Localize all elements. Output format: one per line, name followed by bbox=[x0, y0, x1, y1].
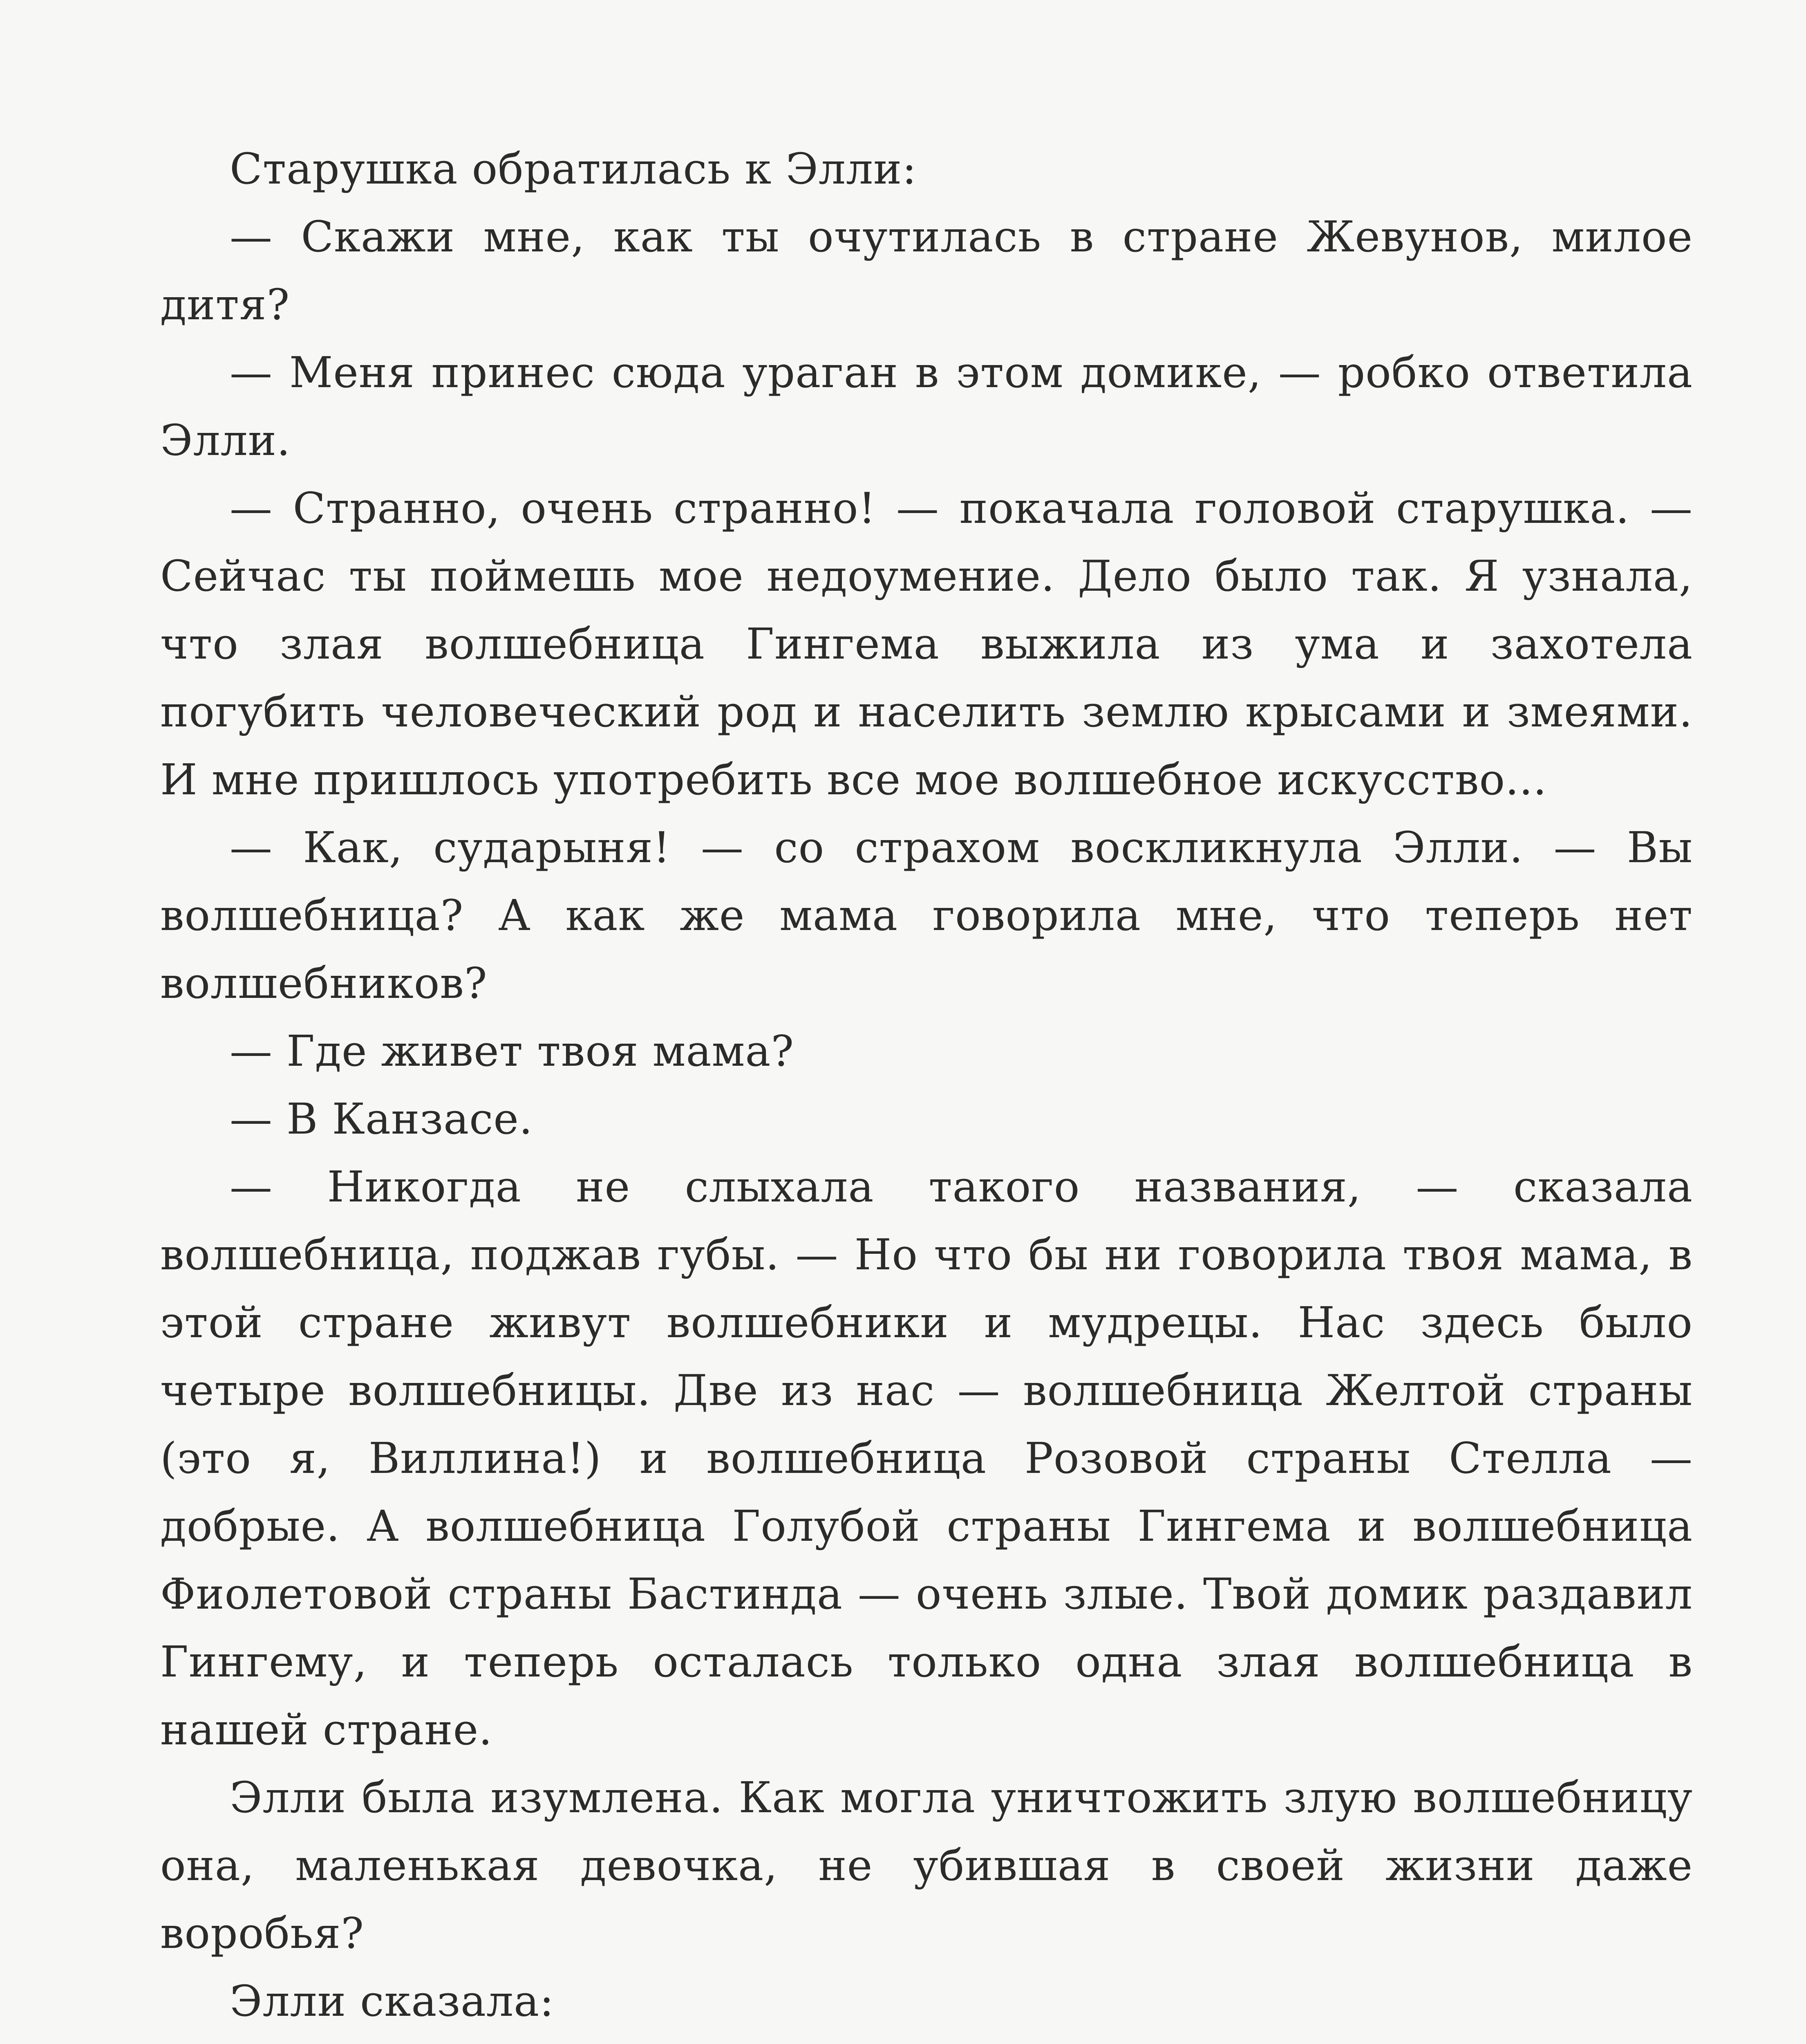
paragraph-1: Старушка обратилась к Элли: bbox=[230, 144, 917, 194]
paragraph-10: Элли сказала: bbox=[230, 1976, 555, 2026]
paragraph-9: Элли была изумлена. Как могла уничтожить злую волшебницу она, маленькая девочка, не убившая в своей жизни даже воробья? bbox=[160, 1773, 1693, 1958]
paragraph-6: — Где живет твоя мама? bbox=[230, 1026, 794, 1076]
page-body-text bbox=[160, 135, 1693, 2044]
paragraph-3: — Меня принес сюда ураган в этом домике, — робко ответила Элли. bbox=[160, 347, 1693, 465]
paragraph-8: — Никогда не слыхала такого названия, — сказала волшебница, поджав губы. — Но что бы ни говорила твоя мама, в этой стране живут волшебники и мудрецы. Нас здесь было четыре волшебницы. Две из нас — волшебница Желтой страны (это я, Виллина!) и волшебница Розовой страны Стелла — добрые. А волшебница Голубой страны Гингема и волшебница Фиолетовой страны Бастинда — очень злые. Твой домик раздавил Гингему, и теперь осталась только одна злая волшебница в нашей стране. bbox=[160, 1162, 1693, 1755]
paragraph-4: — Странно, очень странно! — покачала головой старушка. — Сейчас ты поймешь мое недоумение. Дело было так. Я узнала, что злая волшебница Гингема выжила из ума и захотела погубить человеческий род и населить землю крысами и змеями. И мне пришлось употребить все мое волшебное искусство... bbox=[160, 483, 1693, 805]
paragraph-5: — Как, сударыня! — со страхом воскликнула Элли. — Вы волшебница? А как же мама говорила мне, что теперь нет волшебников? bbox=[160, 823, 1693, 1008]
paragraph-11 bbox=[160, 2035, 1693, 2044]
book-page bbox=[160, 135, 1693, 2044]
paragraph-2: — Скажи мне, как ты очутилась в стране Жевунов, милое дитя? bbox=[160, 212, 1693, 329]
paragraph-7: — В Канзасе. bbox=[230, 1094, 533, 1144]
